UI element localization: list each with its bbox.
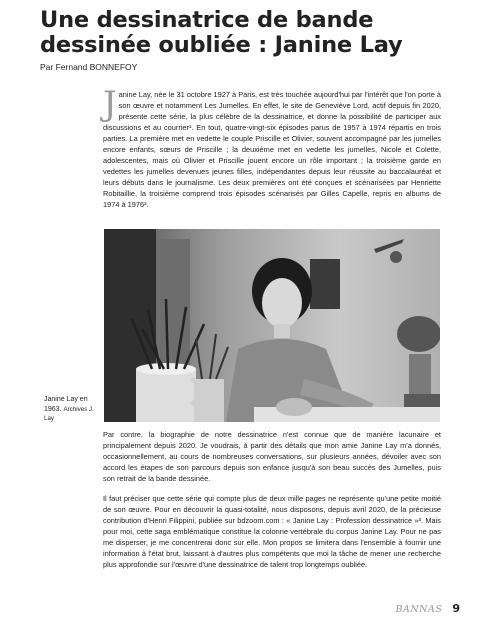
paragraph-intro-text: anine Lay, née le 31 octobre 1927 à Paris, est très touchée aujourd'hui par l'intérêt que l'on porte à son œuvre et notamment Les Jumelles. En effet, le site de Geneviève Lord, actif depuis fin 2020, présente cette série, la plus célèbre de la dessinatrice, et donne la possibilité de participer aux discussions et au courrier¹. En tout, quatre-vingt-six épisodes parus de 1957 à 1974 répartis en trois parties. La première met en vedette le couple Priscille et Olivier, souvent accompagné par les jumelles encore enfants, sœurs de Priscille ; la deuxième met en vedette les jumelles, Nicole et Colette, adolescentes, mais où Olivier et Priscille jouent encore un rôle important ; la troisième garde en vedettes les jumelles devenues jeunes filles, indépendantes depuis leur réussite au baccalauréat et leurs débuts dans le journalisme. Les deux premières ont été conçues et scénarisées par Henriette Robitaillie, la troisième comprend trois épisodes scénarisés par Gilles Capelle, repris en albums de 1974 à 1976². (103, 90, 441, 210)
paragraph-intro (103, 84, 441, 211)
article-title: Une dessinatrice de bande dessinée oubliée : Janine Lay (40, 7, 403, 58)
photo-caption (44, 395, 98, 424)
photo-janine-lay (104, 229, 440, 422)
page-number: 9 (452, 602, 460, 615)
caption-credit: Archives J. Lay (44, 405, 94, 422)
article-author: Par Fernand BONNEFOY (40, 62, 138, 72)
paragraph-biography: Par contre, la biographie de notre dessinatrice n'est connue que de manière lacunaire et principalement depuis 2020. Je voudrais, à partir des détails que mon amie Janine Lay m'a donnés, occasionnellement, au cours de nombreuses conversations, sur plusieurs années, dévoiler avec son accord les étapes de son parcours depuis son enfance jusqu'à son beau succès des Jumelles, puis son retrait de la bande dessinée. (103, 430, 441, 484)
page-footer (396, 602, 461, 615)
caption-text: Janine Lay en 1963. (44, 396, 88, 413)
magazine-logo: BANNAS (395, 604, 443, 615)
paragraph-scope: Il faut préciser que cette série qui compte plus de deux mille pages ne représente qu'une petite moitié de son œuvre. Pour en découvrir la quasi-totalité, nous disposons, depuis avril 2020, de la précieuse contribution d'Henri Filippini, publiée sur bdzoom.com : « Janine Lay : Profession dessinatrice »³. Mais pour moi, cette saga emblématique constitue la colonne vertébrale du corpus Janine Lay. Pour ne pas me disperser, je me concentrerai donc sur elle. Mon propos se limitera dans l'ensemble à fournir une information à l'état brut, laissant à d'autres plus compétents que moi la tâche de mener une recherche plus approfondie sur l'œuvre d'une dessinatrice de talent trop longtemps oubliée. (103, 494, 441, 570)
drop-cap: J (103, 84, 117, 124)
